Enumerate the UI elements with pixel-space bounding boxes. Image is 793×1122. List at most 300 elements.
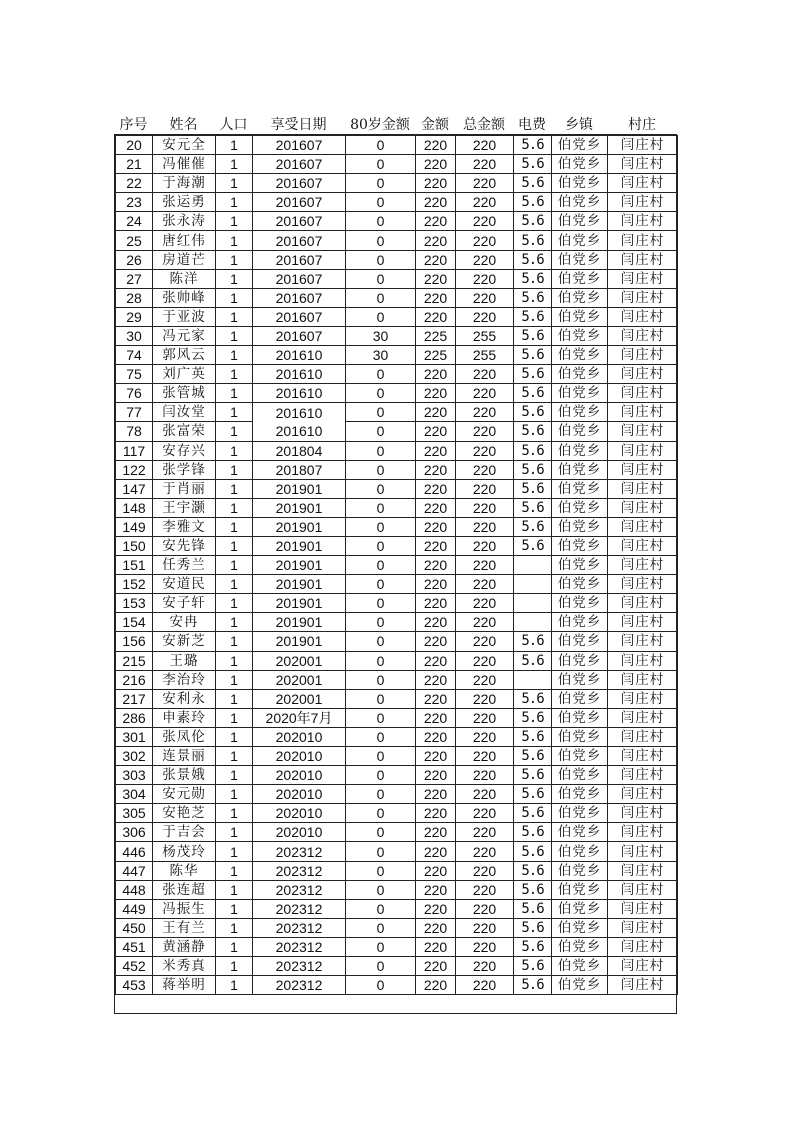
cell-start-date: 201807	[253, 460, 346, 479]
cell-amount: 220	[416, 250, 456, 269]
cell-township: 伯党乡	[552, 918, 608, 937]
header-amount: 金额	[421, 117, 449, 133]
cell-serial-number: 448	[116, 880, 153, 899]
cell-serial-number: 217	[116, 689, 153, 708]
cell-age80-amount: 0	[346, 708, 416, 727]
cell-age80-amount: 0	[346, 136, 416, 155]
cell-age80-amount: 0	[346, 689, 416, 708]
cell-population: 1	[216, 632, 253, 651]
cell-township: 伯党乡	[552, 250, 608, 269]
cell-amount: 220	[416, 632, 456, 651]
cell-village: 闫庄村	[608, 479, 678, 498]
cell-serial-number: 216	[116, 670, 153, 689]
cell-serial-number: 154	[116, 613, 153, 632]
cell-age80-amount: 0	[346, 403, 416, 422]
cell-electricity-fee: 5.6	[514, 747, 552, 766]
cell-age80-amount: 0	[346, 155, 416, 174]
cell-start-date: 202010	[253, 785, 346, 804]
cell-age80-amount: 0	[346, 422, 416, 441]
cell-township: 伯党乡	[552, 613, 608, 632]
cell-township: 伯党乡	[552, 307, 608, 326]
cell-amount: 220	[416, 136, 456, 155]
cell-age80-amount: 0	[346, 804, 416, 823]
cell-start-date: 202010	[253, 766, 346, 785]
cell-start-date: 201804	[253, 441, 346, 460]
cell-electricity-fee: 5.6	[514, 536, 552, 555]
table-row	[116, 689, 678, 708]
cell-electricity-fee: 5.6	[514, 403, 552, 422]
cell-amount: 220	[416, 441, 456, 460]
cell-serial-number: 450	[116, 918, 153, 937]
cell-village: 闫庄村	[608, 136, 678, 155]
cell-start-date: 2020年7月	[253, 708, 346, 727]
header-village: 村庄	[628, 117, 656, 133]
cell-electricity-fee: 5.6	[514, 976, 552, 995]
cell-name: 张富荣	[153, 422, 216, 441]
cell-serial-number: 152	[116, 575, 153, 594]
cell-village: 闫庄村	[608, 689, 678, 708]
cell-total-amount: 220	[456, 976, 514, 995]
cell-village: 闫庄村	[608, 976, 678, 995]
cell-age80-amount: 0	[346, 823, 416, 842]
table-row	[116, 575, 678, 594]
table-row	[116, 212, 678, 231]
cell-township: 伯党乡	[552, 727, 608, 746]
cell-total-amount: 220	[456, 823, 514, 842]
cell-electricity-fee: 5.6	[514, 937, 552, 956]
cell-total-amount: 220	[456, 136, 514, 155]
cell-amount: 220	[416, 918, 456, 937]
cell-population: 1	[216, 918, 253, 937]
cell-name: 任秀兰	[153, 556, 216, 575]
cell-population: 1	[216, 231, 253, 250]
cell-total-amount: 220	[456, 708, 514, 727]
cell-amount: 220	[416, 288, 456, 307]
cell-village: 闫庄村	[608, 498, 678, 517]
cell-electricity-fee: 5.6	[514, 365, 552, 384]
table-row	[116, 899, 678, 918]
cell-start-date: 202010	[253, 727, 346, 746]
cell-start-date: 202312	[253, 880, 346, 899]
cell-population: 1	[216, 957, 253, 976]
cell-total-amount: 220	[456, 594, 514, 613]
cell-amount: 220	[416, 842, 456, 861]
cell-age80-amount: 0	[346, 670, 416, 689]
cell-electricity-fee: 5.6	[514, 498, 552, 517]
cell-village: 闫庄村	[608, 193, 678, 212]
cell-amount: 220	[416, 174, 456, 193]
cell-total-amount: 220	[456, 250, 514, 269]
table-row	[116, 785, 678, 804]
cell-village: 闫庄村	[608, 326, 678, 345]
cell-electricity-fee: 5.6	[514, 193, 552, 212]
cell-electricity-fee: 5.6	[514, 727, 552, 746]
cell-population: 1	[216, 594, 253, 613]
cell-serial-number: 30	[116, 326, 153, 345]
cell-name: 安存兴	[153, 441, 216, 460]
cell-total-amount: 220	[456, 937, 514, 956]
cell-township: 伯党乡	[552, 231, 608, 250]
cell-total-amount: 220	[456, 804, 514, 823]
cell-village: 闫庄村	[608, 517, 678, 536]
cell-serial-number: 76	[116, 384, 153, 403]
cell-total-amount: 220	[456, 460, 514, 479]
header-age80-amount: 80岁金额	[350, 117, 410, 133]
cell-age80-amount: 0	[346, 632, 416, 651]
cell-total-amount: 255	[456, 346, 514, 365]
cell-electricity-fee: 5.6	[514, 269, 552, 288]
cell-electricity-fee: 5.6	[514, 155, 552, 174]
cell-total-amount: 220	[456, 307, 514, 326]
cell-population: 1	[216, 823, 253, 842]
cell-township: 伯党乡	[552, 269, 608, 288]
cell-electricity-fee: 5.6	[514, 174, 552, 193]
table-row	[116, 403, 678, 422]
cell-total-amount: 220	[456, 174, 514, 193]
cell-village: 闫庄村	[608, 288, 678, 307]
cell-township: 伯党乡	[552, 403, 608, 422]
table-row	[116, 861, 678, 880]
cell-electricity-fee: 5.6	[514, 957, 552, 976]
cell-electricity-fee: 5.6	[514, 422, 552, 441]
cell-population: 1	[216, 651, 253, 670]
cell-electricity-fee: 5.6	[514, 632, 552, 651]
cell-electricity-fee: 5.6	[514, 918, 552, 937]
cell-name: 安利永	[153, 689, 216, 708]
cell-total-amount: 220	[456, 384, 514, 403]
cell-electricity-fee: 5.6	[514, 842, 552, 861]
table-body	[116, 136, 678, 995]
cell-township: 伯党乡	[552, 823, 608, 842]
cell-electricity-fee: 5.6	[514, 231, 552, 250]
cell-amount: 220	[416, 689, 456, 708]
cell-name: 于亚波	[153, 307, 216, 326]
cell-name: 于海潮	[153, 174, 216, 193]
cell-serial-number: 20	[116, 136, 153, 155]
cell-serial-number: 303	[116, 766, 153, 785]
cell-amount: 220	[416, 384, 456, 403]
cell-start-date: 202010	[253, 823, 346, 842]
cell-name: 王璐	[153, 651, 216, 670]
cell-total-amount: 220	[456, 861, 514, 880]
header-start-date: 享受日期	[270, 117, 327, 133]
cell-serial-number: 156	[116, 632, 153, 651]
cell-start-date: 201901	[253, 594, 346, 613]
cell-start-date: 201607	[253, 288, 346, 307]
cell-age80-amount: 0	[346, 288, 416, 307]
cell-total-amount: 220	[456, 670, 514, 689]
cell-serial-number: 77	[116, 403, 153, 422]
cell-total-amount: 220	[456, 269, 514, 288]
cell-start-date: 201901	[253, 498, 346, 517]
cell-total-amount: 220	[456, 727, 514, 746]
cell-start-date: 201607	[253, 250, 346, 269]
cell-age80-amount: 0	[346, 594, 416, 613]
cell-village: 闫庄村	[608, 307, 678, 326]
cell-serial-number: 301	[116, 727, 153, 746]
cell-age80-amount: 0	[346, 651, 416, 670]
table-row	[116, 613, 678, 632]
cell-electricity-fee: 5.6	[514, 689, 552, 708]
table-row	[116, 460, 678, 479]
cell-township: 伯党乡	[552, 536, 608, 555]
table-row	[116, 422, 678, 441]
cell-village: 闫庄村	[608, 403, 678, 422]
cell-village: 闫庄村	[608, 365, 678, 384]
cell-start-date: 202312	[253, 899, 346, 918]
table-row	[116, 136, 678, 155]
cell-name: 冯催催	[153, 155, 216, 174]
cell-amount: 220	[416, 269, 456, 288]
cell-start-date: 201901	[253, 479, 346, 498]
cell-township: 伯党乡	[552, 766, 608, 785]
cell-township: 伯党乡	[552, 842, 608, 861]
cell-name: 蒋举明	[153, 976, 216, 995]
cell-township: 伯党乡	[552, 861, 608, 880]
cell-age80-amount: 0	[346, 880, 416, 899]
table-row	[116, 365, 678, 384]
cell-serial-number: 149	[116, 517, 153, 536]
cell-age80-amount: 0	[346, 231, 416, 250]
cell-village: 闫庄村	[608, 861, 678, 880]
cell-township: 伯党乡	[552, 517, 608, 536]
cell-total-amount: 220	[456, 918, 514, 937]
cell-amount: 220	[416, 899, 456, 918]
cell-village: 闫庄村	[608, 766, 678, 785]
cell-total-amount: 220	[456, 766, 514, 785]
cell-start-date: 202312	[253, 976, 346, 995]
cell-age80-amount: 0	[346, 899, 416, 918]
cell-township: 伯党乡	[552, 899, 608, 918]
cell-name: 于吉会	[153, 823, 216, 842]
cell-village: 闫庄村	[608, 785, 678, 804]
cell-start-date: 201607	[253, 193, 346, 212]
table-row	[116, 441, 678, 460]
cell-serial-number: 452	[116, 957, 153, 976]
cell-name: 张运勇	[153, 193, 216, 212]
cell-amount: 220	[416, 536, 456, 555]
cell-township: 伯党乡	[552, 174, 608, 193]
cell-township: 伯党乡	[552, 937, 608, 956]
cell-start-date: 201610	[253, 384, 346, 403]
cell-serial-number: 151	[116, 556, 153, 575]
cell-serial-number: 27	[116, 269, 153, 288]
table-row	[116, 479, 678, 498]
cell-age80-amount: 0	[346, 250, 416, 269]
cell-total-amount: 220	[456, 441, 514, 460]
cell-township: 伯党乡	[552, 957, 608, 976]
cell-township: 伯党乡	[552, 670, 608, 689]
cell-name: 房道芒	[153, 250, 216, 269]
cell-population: 1	[216, 460, 253, 479]
cell-village: 闫庄村	[608, 441, 678, 460]
cell-total-amount: 220	[456, 785, 514, 804]
cell-amount: 220	[416, 708, 456, 727]
cell-total-amount: 220	[456, 155, 514, 174]
cell-township: 伯党乡	[552, 479, 608, 498]
cell-total-amount: 220	[456, 536, 514, 555]
cell-amount: 220	[416, 613, 456, 632]
cell-township: 伯党乡	[552, 384, 608, 403]
table-row	[116, 536, 678, 555]
cell-age80-amount: 0	[346, 976, 416, 995]
cell-age80-amount: 0	[346, 785, 416, 804]
cell-name: 张学锋	[153, 460, 216, 479]
cell-start-date: 202010	[253, 747, 346, 766]
cell-village: 闫庄村	[608, 842, 678, 861]
cell-total-amount: 220	[456, 747, 514, 766]
cell-village: 闫庄村	[608, 155, 678, 174]
cell-start-date: 201607	[253, 231, 346, 250]
cell-township: 伯党乡	[552, 155, 608, 174]
cell-population: 1	[216, 689, 253, 708]
cell-name: 黄涵静	[153, 937, 216, 956]
cell-name: 连景丽	[153, 747, 216, 766]
cell-population: 1	[216, 422, 253, 441]
cell-age80-amount: 0	[346, 842, 416, 861]
cell-village: 闫庄村	[608, 212, 678, 231]
cell-name: 冯元家	[153, 326, 216, 345]
cell-electricity-fee: 5.6	[514, 861, 552, 880]
cell-serial-number: 446	[116, 842, 153, 861]
cell-electricity-fee: 5.6	[514, 307, 552, 326]
cell-township: 伯党乡	[552, 804, 608, 823]
cell-name: 安元全	[153, 136, 216, 155]
table-row	[116, 918, 678, 937]
cell-age80-amount: 0	[346, 937, 416, 956]
cell-age80-amount: 0	[346, 861, 416, 880]
cell-serial-number: 25	[116, 231, 153, 250]
cell-start-date: 201901	[253, 536, 346, 555]
table-row	[116, 288, 678, 307]
cell-township: 伯党乡	[552, 326, 608, 345]
cell-township: 伯党乡	[552, 498, 608, 517]
cell-amount: 220	[416, 460, 456, 479]
cell-electricity-fee: 5.6	[514, 766, 552, 785]
cell-village: 闫庄村	[608, 594, 678, 613]
cell-electricity-fee: 5.6	[514, 479, 552, 498]
cell-village: 闫庄村	[608, 651, 678, 670]
cell-electricity-fee	[514, 575, 552, 594]
cell-population: 1	[216, 861, 253, 880]
cell-serial-number: 26	[116, 250, 153, 269]
cell-village: 闫庄村	[608, 632, 678, 651]
cell-age80-amount: 0	[346, 766, 416, 785]
header-name: 姓名	[169, 117, 198, 133]
cell-name: 陈洋	[153, 269, 216, 288]
cell-electricity-fee: 5.6	[514, 880, 552, 899]
cell-total-amount: 220	[456, 212, 514, 231]
table-row	[116, 804, 678, 823]
table-row	[116, 326, 678, 345]
cell-start-date: 202001	[253, 670, 346, 689]
cell-amount: 220	[416, 403, 456, 422]
cell-amount: 220	[416, 498, 456, 517]
cell-serial-number: 117	[116, 441, 153, 460]
cell-village: 闫庄村	[608, 460, 678, 479]
cell-total-amount: 220	[456, 575, 514, 594]
cell-amount: 220	[416, 231, 456, 250]
cell-amount: 225	[416, 326, 456, 345]
cell-name: 张连超	[153, 880, 216, 899]
cell-amount: 220	[416, 307, 456, 326]
cell-amount: 220	[416, 804, 456, 823]
cell-township: 伯党乡	[552, 441, 608, 460]
cell-population: 1	[216, 556, 253, 575]
cell-township: 伯党乡	[552, 689, 608, 708]
table-row	[116, 632, 678, 651]
cell-start-date: 202312	[253, 918, 346, 937]
cell-name: 张凤伦	[153, 727, 216, 746]
cell-village: 闫庄村	[608, 880, 678, 899]
cell-amount: 220	[416, 193, 456, 212]
cell-name: 安道民	[153, 575, 216, 594]
cell-total-amount: 220	[456, 632, 514, 651]
cell-amount: 220	[416, 212, 456, 231]
cell-name: 李治玲	[153, 670, 216, 689]
cell-age80-amount: 30	[346, 326, 416, 345]
cell-name: 安冉	[153, 613, 216, 632]
cell-name: 安元勋	[153, 785, 216, 804]
cell-age80-amount: 0	[346, 174, 416, 193]
cell-population: 1	[216, 479, 253, 498]
cell-electricity-fee: 5.6	[514, 212, 552, 231]
cell-start-date: 201901	[253, 556, 346, 575]
cell-amount: 220	[416, 556, 456, 575]
cell-population: 1	[216, 193, 253, 212]
cell-total-amount: 220	[456, 842, 514, 861]
cell-start-date: 202312	[253, 861, 346, 880]
cell-amount: 220	[416, 479, 456, 498]
cell-population: 1	[216, 842, 253, 861]
cell-electricity-fee: 5.6	[514, 651, 552, 670]
cell-village: 闫庄村	[608, 823, 678, 842]
cell-population: 1	[216, 766, 253, 785]
cell-village: 闫庄村	[608, 384, 678, 403]
cell-amount: 220	[416, 670, 456, 689]
cell-age80-amount: 0	[346, 575, 416, 594]
cell-start-date: 201607	[253, 136, 346, 155]
cell-start-date: 201901	[253, 517, 346, 536]
cell-electricity-fee: 5.6	[514, 517, 552, 536]
cell-population: 1	[216, 708, 253, 727]
cell-serial-number: 304	[116, 785, 153, 804]
cell-village: 闫庄村	[608, 937, 678, 956]
cell-amount: 220	[416, 575, 456, 594]
cell-electricity-fee: 5.6	[514, 346, 552, 365]
header-serial-number: 序号	[119, 117, 148, 133]
cell-name: 闫汝堂	[153, 403, 216, 422]
table-row	[116, 155, 678, 174]
cell-total-amount: 220	[456, 880, 514, 899]
table-row	[116, 231, 678, 250]
cell-start-date: 202001	[253, 689, 346, 708]
cell-amount: 220	[416, 365, 456, 384]
cell-age80-amount: 0	[346, 479, 416, 498]
cell-population: 1	[216, 326, 253, 345]
header-township: 乡镇	[565, 117, 593, 133]
cell-name: 安子轩	[153, 594, 216, 613]
cell-village: 闫庄村	[608, 670, 678, 689]
table-row	[116, 556, 678, 575]
cell-township: 伯党乡	[552, 365, 608, 384]
cell-start-date: 202312	[253, 842, 346, 861]
cell-total-amount: 220	[456, 365, 514, 384]
cell-amount: 220	[416, 594, 456, 613]
table-row	[116, 193, 678, 212]
table-row	[116, 976, 678, 995]
cell-township: 伯党乡	[552, 880, 608, 899]
